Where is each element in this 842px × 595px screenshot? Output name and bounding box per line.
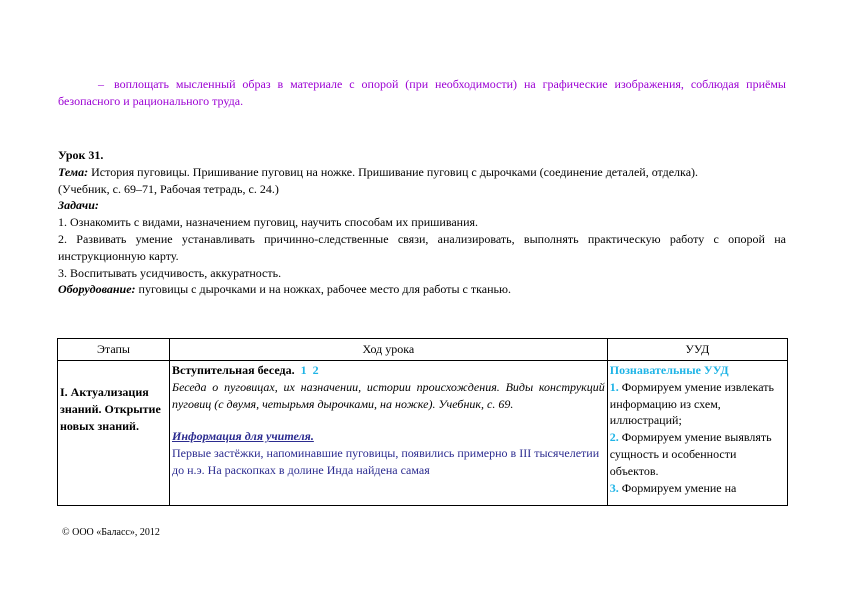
uud-cell [607,361,787,506]
intro-text: воплощать мысленный образ в материале с опорой (при необходимости) на графические изображения, соблюдая приёмы безопасного и рационального труда. [58,77,786,108]
header-lesson-flow: Ход урока [169,339,607,361]
lesson-equipment [58,281,786,298]
lesson-reference: (Учебник, с. 69–71, Рабочая тетрадь, с. 24.) [58,181,279,196]
lesson-flow-cell [169,361,607,506]
table-header-row [58,339,788,361]
intro-talk-label: Вступительная беседа. [171,363,295,377]
task-item: 3. Воспитывать усидчивость, аккуратность. [58,265,282,280]
uud-item [610,429,785,479]
uud-item-number: 3. [609,480,619,495]
topic-label: Тема: [58,164,89,179]
table-row [58,361,788,506]
slide-number-icon: 2 [312,363,319,377]
header-uud: УУД [607,339,787,361]
lesson-header [58,147,786,298]
tasks-label: Задачи: [58,198,99,213]
uud-heading: Познавательные УУД [609,363,729,377]
uud-item-number: 1. [609,379,619,394]
uud-item-number: 2. [609,430,619,445]
task-item: 2. Развивать умение устанавливать причинно-следственные связи, анализировать, выполнять практическую работу с опорой на инструкционную карту. [58,231,786,263]
teacher-info-heading: Информация для учителя. [171,429,314,444]
uud-item [610,480,785,497]
equipment-label: Оборудование: [58,282,136,297]
slide-number-icon: 1 [300,363,307,377]
uud-item-text: Формируем умение на [618,480,737,495]
stage-cell [58,361,170,506]
uud-item-text: Формируем умение выявлять сущность и особенности объектов. [609,430,772,478]
intro-paragraph [58,76,786,110]
conversation-text: Беседа о пуговицах, их назначении, истории происхождения. Виды конструкций пуговиц (с двумя, четырьмя дырочками, на ножке). Учебник, с. 69. [171,379,605,411]
uud-item-text: Формируем умение извлекать информацию из схем, иллюстраций; [609,379,774,428]
list-dash: – [98,77,104,91]
uud-item [610,379,785,429]
task-item: 1. Ознакомить с видами, назначением пуговиц, научить способам их пришивания. [58,215,479,230]
lesson-title: Урок 31. [58,148,104,162]
lesson-plan-table [57,338,788,506]
stage-name: I. Актуализация знаний. Открытие новых знаний. [60,385,161,433]
intro-talk-line [172,362,605,379]
lesson-topic [58,164,786,181]
topic-text: История пуговицы. Пришивание пуговиц на ножке. Пришивание пуговиц с дырочками (соединение деталей, отделка). [88,164,699,179]
teacher-info-text: Первые застёжки, напоминавшие пуговицы, появились примерно в III тысячелетии до н.э. На раскопках в долине Инда найдена самая [171,446,600,477]
equipment-text: пуговицы с дырочками и на ножках, рабочее место для работы с тканью. [135,282,511,297]
copyright-footer: © ООО «Баласс», 2012 [62,527,160,538]
header-stages: Этапы [58,339,170,361]
